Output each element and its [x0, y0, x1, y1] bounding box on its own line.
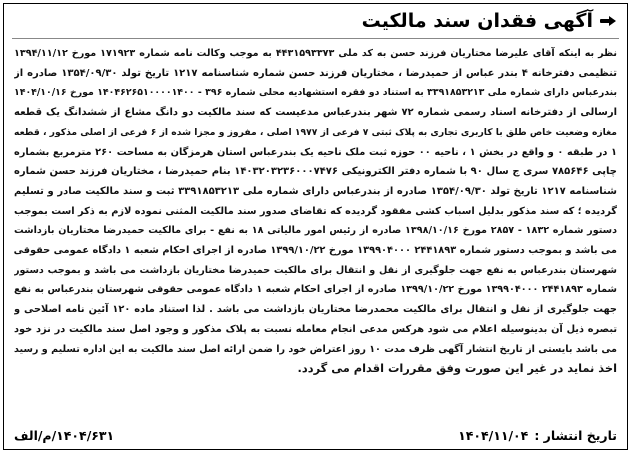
title-bar — [362, 10, 617, 32]
body-line: شهرستان بندرعباس به نفع جهت جلوگیری از نقل و انتقال برای مالکیت حمیدرضا مختاریان بازداشت می باشد و بموجب دستور — [14, 264, 617, 276]
notice-box — [3, 3, 628, 450]
publish-date-group — [458, 428, 617, 443]
body-line: می باشد و بموجب دستور شماره ۲۴۴۱۸۹۳ ۱۳۹۹۰۴۰۰۰ مورخ ۱۳۹۹/۱۰/۲۲ صادره از اجرای احکام شعبه ۱ دادگاه عمومی حقوقی — [14, 245, 617, 257]
body-line: ارسالی از دفترخانه اسناد رسمی شماره ۷۲ شهر بندرعباس مدعیست که سند مالکیت دو دانگ مشاع از ششدانگ یک قطعه — [14, 107, 617, 119]
notice-title: آگهی فقدان سند مالکیت — [361, 10, 593, 32]
reference-number: ۱۴۰۴/۶۳۱/م/الف — [14, 428, 115, 443]
body-line: گردیده ؛ که سند مذکور بدلیل اسباب کشی مفقود گردیده که تقاضای صدور سند مالکیت المثنی نموده لازم به ذکر است بموجب — [14, 205, 617, 217]
title-divider — [12, 38, 619, 39]
body-line: ۱ در طبقه ۰ و واقع در بخش ۱ ، ناحیه ۰۰ حوزه ثبت ملک ناحیه یک بندرعباس استان هرمزگان به مساحت ۲۶۰ مترمربع بشماره — [14, 146, 617, 158]
body-line: دستور شماره ۱۸۳۲ - ۲۸۵۷ مورخ ۱۳۹۸/۱۰/۱۶ صادره از رئیس امور مالیاتی ۱۸ به نفع - برای مالکیت حمیدرضا مختاریان بازداشت — [14, 225, 617, 237]
body-line: جهت جلوگیری از نقل و انتقال برای مالکیت محمدرضا مختاریان بازداشت می باشد . لذا استناد ماده ۱۲۰ آئین نامه اصلاحی و — [14, 304, 617, 316]
body-line: تبصره ذیل آن بدینوسیله اعلام می شود هرکس مدعی انجام معامله نسبت به پلاک مذکور و وجود اصل سند مالکیت در نزد خود — [14, 323, 617, 335]
body-line: بندرعباس دارای شماره ملی ۳۳۹۱۸۵۳۲۱۳ به استناد دو فقره استشهادیه محلی شماره ۳۹۶ - ۱۴۰۴۶۲۶۵۱۰۰۰۰۱۴۰۰ مورخ ۱۴۰۴/۱۰/۱۶ — [14, 87, 617, 99]
notice-body — [14, 44, 617, 379]
notice-footer — [14, 428, 617, 443]
body-line: می باشد بایستی از تاریخ انتشار آگهی ظرف مدت ۱۰ روز اعتراض خود را ضمن ارائه اصل سند مالکیت به این اداره تسلیم و رسید — [14, 343, 617, 355]
body-line: شناسنامه ۱۲۱۷ تاریخ تولد ۱۳۵۴/۰۹/۳۰ صادره از بندرعباس دارای شماره ملی ۳۳۹۱۸۵۳۲۱۳ ثبت و سند مالکیت صادر و تسلیم — [14, 185, 617, 197]
body-line: اخذ نماید در غیر این صورت وفق مقررات اقدام می گردد. — [297, 361, 617, 376]
publish-date: ۱۴۰۴/۱۱/۰۴ — [458, 428, 529, 443]
pointing-hand-icon — [599, 13, 617, 29]
body-line: چاپی ۷۸۵۶۴۶ سری ج سال ۹۰ با شماره دفتر الکترونیکی ۱۴۰۳۲۰۳۲۳۶۰۰۰۷۴۷۶ بنام حمیدرضا ، مختاریان فرزند حسن شماره — [14, 166, 617, 178]
body-line: شماره ۲۴۴۱۸۹۳ ۱۳۹۹۰۴۰۰۰ مورخ ۱۳۹۹/۱۰/۲۲ صادره از اجرای احکام شعبه ۱ دادگاه عمومی حقوقی شهرستان بندرعباس به نفع — [14, 284, 617, 296]
body-line: تنظیمی دفترخانه ۴ بندر عباس از حمیدرضا ، مختاریان فرزند حسن شماره شناسنامه ۱۲۱۷ تاریخ تولد ۱۳۵۴/۰۹/۳۰ صادره از — [14, 67, 617, 79]
body-line: نظر به اینکه آقای علیرضا مختاریان فرزند حسن به کد ملی ۴۴۳۱۵۹۳۳۷۳ به موجب وکالت نامه شماره ۱۷۱۹۲۳ مورخ ۱۳۹۴/۱۱/۱۲ — [14, 48, 617, 59]
body-line: مغازه وضعیت خاص طلق با کاربری تجاری به پلاک ثبتی ۷ فرعی از ۱۹۷۷ اصلی ، مفروز و مجزا شده از ۶ فرعی از اصلی مذکور ، قطعه — [14, 126, 617, 138]
publish-label: تاریخ انتشار : — [534, 428, 617, 443]
